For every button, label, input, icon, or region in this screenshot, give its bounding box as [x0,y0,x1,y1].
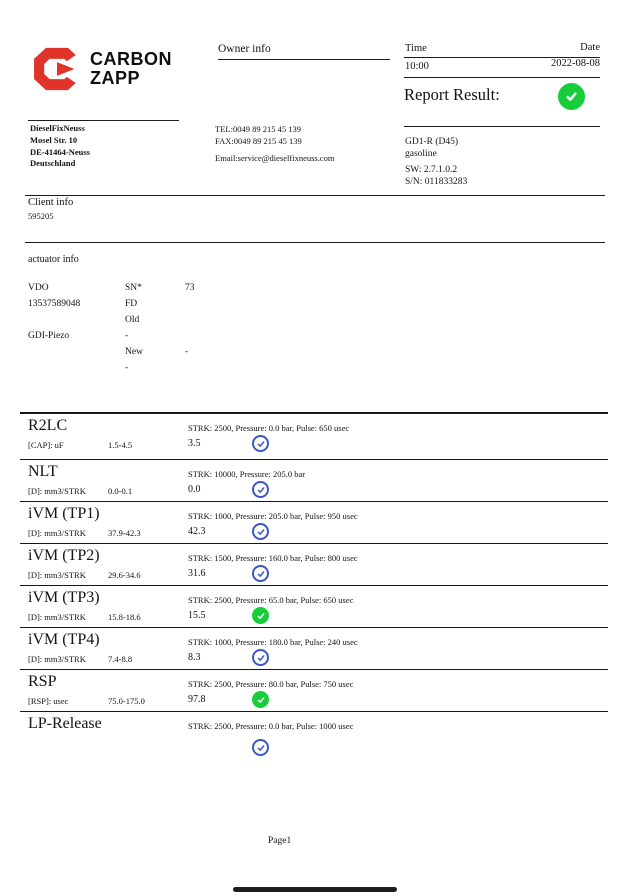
actuator-fd-label: FD [125,299,138,309]
test-params: STRK: 10000, Pressure: 205.0 bar [188,469,306,479]
owner-street: Mosel Str. 10 [30,134,78,145]
test-range: 7.4-8.8 [108,654,133,664]
actuator-grid [28,281,388,377]
owner-country: Deutschland [30,158,76,169]
test-unit: [D]: mm3/STRK [28,570,86,580]
test-row-r2lc [20,414,608,460]
test-range: 29.6-34.6 [108,570,141,580]
actuator-row [28,313,388,329]
test-row-lp-release [20,712,608,758]
date-value: 2022-08-08 [551,58,600,69]
owner-name: DieselFixNeuss [30,123,85,133]
test-row-rsp [20,670,608,712]
test-name: R2LC [28,417,68,434]
test-pass-check-icon [252,739,269,756]
actuator-type: GDI-Piezo [28,331,70,341]
client-section-bottom-rule [25,242,605,243]
test-range: 15.8-18.6 [108,612,141,622]
logo-line1: CARBON [90,49,172,69]
test-value: 42.3 [188,526,206,537]
test-unit: [D]: mm3/STRK [28,528,86,538]
actuator-old-value: - [125,331,129,341]
date-label: Date [580,42,600,53]
test-params: STRK: 2500, Pressure: 0.0 bar, Pulse: 1000 usec [188,721,354,731]
test-unit: [D]: mm3/STRK [28,486,86,496]
test-row-nlt [20,460,608,502]
test-value: 3.5 [188,438,201,449]
page-number: Page1 [268,836,292,846]
test-name: iVM (TP2) [28,547,100,564]
test-name: iVM (TP1) [28,505,100,522]
report-result-label: Report Result: [404,85,500,104]
machine-model: GD1-R (D45) [405,137,459,147]
test-value: 15.5 [188,610,206,621]
test-value: 8.3 [188,652,201,663]
time-value: 10:00 [405,61,429,72]
brand-logo [33,47,172,91]
client-number: 595205 [28,211,54,221]
test-name: LP-Release [28,715,102,732]
actuator-row [28,297,388,313]
test-pass-check-icon [252,481,269,498]
carbon-zapp-logo-icon [33,47,81,91]
actuator-new-value-2: - [125,363,129,373]
machine-top-rule [404,126,600,127]
test-row-ivm-tp2 [20,544,608,586]
actuator-row [28,361,388,377]
test-pass-check-icon [252,649,269,666]
machine-info-block [405,136,467,188]
owner-contact-block [215,123,334,164]
actuator-sn-value: 73 [185,283,195,293]
test-params: STRK: 2500, Pressure: 65.0 bar, Pulse: 650 usec [188,595,354,605]
test-value: 31.6 [188,568,206,579]
test-name: iVM (TP4) [28,631,100,648]
owner-info-label: Owner info [218,43,271,55]
test-range: 1.5-4.5 [108,440,133,450]
actuator-new-label: New [125,347,143,357]
test-params: STRK: 1000, Pressure: 205.0 bar, Pulse: 950 usec [188,511,358,521]
test-pass-check-icon [252,565,269,582]
actuator-part-number: 13537589048 [28,299,81,309]
test-value: 97.8 [188,694,206,705]
test-results-table [20,412,608,758]
actuator-row [28,281,388,297]
actuator-info-label: actuator info [28,254,79,265]
test-row-ivm-tp4 [20,628,608,670]
test-unit: [RSP]: usec [28,696,69,706]
address-top-rule [28,120,179,121]
test-unit: [D]: mm3/STRK [28,612,86,622]
test-params: STRK: 1500, Pressure: 160.0 bar, Pulse: 800 usec [188,553,358,563]
test-pass-check-icon [252,607,269,624]
actuator-new-value: - [185,347,189,357]
test-row-ivm-tp3 [20,586,608,628]
test-value: 0.0 [188,484,201,495]
test-pass-check-icon [252,691,269,708]
test-range: 0.0-0.1 [108,486,133,496]
owner-tel: TEL:0049 89 215 45 139 [215,124,301,134]
test-name: iVM (TP3) [28,589,100,606]
owner-address-block [30,123,90,170]
test-name: RSP [28,673,57,690]
report-result-check-icon [558,83,585,110]
test-name: NLT [28,463,58,480]
client-section-top-rule [25,195,605,196]
test-row-ivm-tp1 [20,502,608,544]
logo-line2: ZAPP [90,68,141,88]
test-params: STRK: 2500, Pressure: 80.0 bar, Pulse: 750 usec [188,679,354,689]
owner-info-underline [218,59,390,60]
client-info-label: Client info [28,197,74,208]
test-unit: [D]: mm3/STRK [28,654,86,664]
actuator-sn-label: SN* [125,283,142,293]
owner-fax: FAX:0049 89 215 45 139 [215,136,302,146]
header-bottom-divider [404,77,600,78]
time-label: Time [405,43,427,54]
actuator-old-label: Old [125,315,140,325]
machine-serial-number: S/N: 011833283 [405,177,468,187]
test-range: 37.9-42.3 [108,528,141,538]
test-range: 75.0-175.0 [108,696,145,706]
test-unit: [CAP]: uF [28,440,64,450]
test-params: STRK: 1000, Pressure: 180.0 bar, Pulse: 240 usec [188,637,358,647]
test-pass-check-icon [252,435,269,452]
actuator-row [28,329,388,345]
machine-sw-version: SW: 2.7.1.0.2 [405,165,458,175]
actuator-brand: VDO [28,283,49,293]
home-indicator-bar [233,887,397,892]
logo-wordmark [90,50,172,88]
machine-fuel: gasoline [405,149,437,159]
test-params: STRK: 2500, Pressure: 0.0 bar, Pulse: 650 usec [188,423,350,433]
owner-city: DE-41464-Neuss [30,146,90,157]
owner-email: Email:service@dieselfixneuss.com [215,153,335,163]
actuator-row [28,345,388,361]
test-pass-check-icon [252,523,269,540]
